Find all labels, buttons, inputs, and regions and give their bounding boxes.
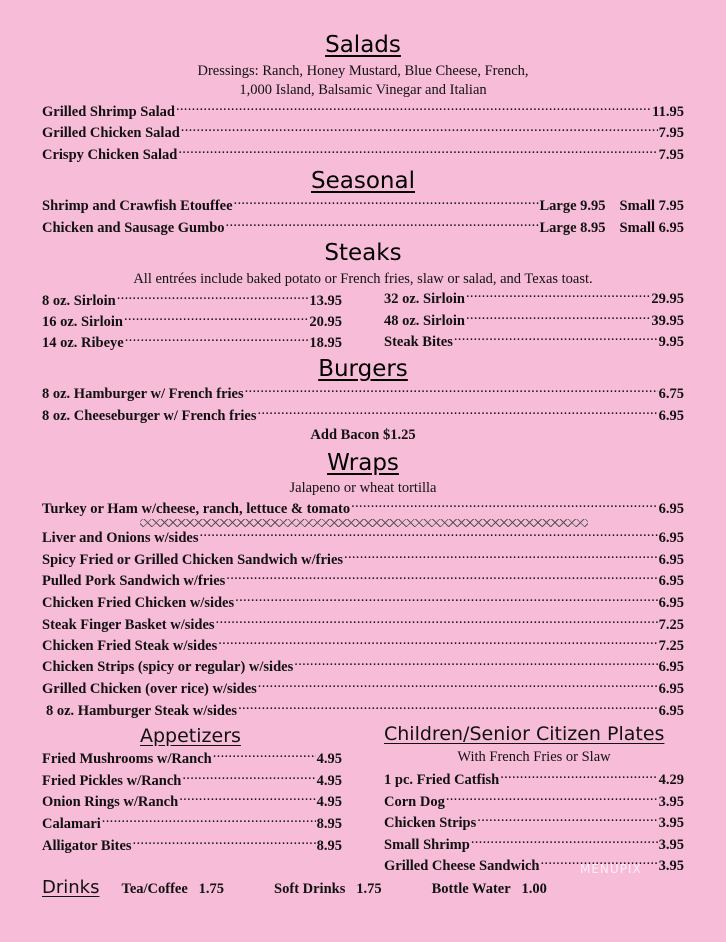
drink-label: Tea/Coffee bbox=[121, 881, 188, 897]
item-name: 32 oz. Sirloin bbox=[384, 291, 465, 307]
item-price: 11.95 bbox=[652, 104, 684, 120]
item-name: Chicken Strips bbox=[384, 815, 477, 831]
item-name: Steak Bites bbox=[384, 334, 453, 350]
watermark: MENUPIX bbox=[580, 862, 642, 876]
menu-item bbox=[42, 571, 684, 591]
item-price: 7.95 bbox=[658, 147, 684, 163]
item-name: 8 oz. Hamburger Steak w/sides bbox=[46, 703, 238, 719]
item-name: 8 oz. Cheeseburger w/ French fries bbox=[42, 408, 257, 424]
item-price: 7.25 bbox=[658, 638, 684, 654]
drink-price: 1.75 bbox=[356, 881, 382, 897]
item-price: 3.95 bbox=[658, 837, 684, 853]
wraps-heading: Wraps bbox=[327, 450, 399, 476]
item-name: Calamari bbox=[42, 816, 101, 832]
menu-item bbox=[42, 749, 342, 769]
item-price: 3.95 bbox=[658, 794, 684, 810]
menu-item bbox=[42, 312, 342, 332]
item-price: 4.95 bbox=[316, 794, 342, 810]
menu-item bbox=[42, 528, 684, 548]
salads-heading: Salads bbox=[325, 32, 401, 58]
item-name: Fried Pickles w/Ranch bbox=[42, 773, 182, 789]
item-name: 1 pc. Fried Catfish bbox=[384, 772, 500, 788]
item-name: Shrimp and Crawfish Etouffee bbox=[42, 198, 233, 214]
salads-dressings-note-2: 1,000 Island, Balsamic Vinegar and Italian bbox=[239, 82, 487, 98]
item-price-large: Large 9.95 bbox=[539, 198, 606, 214]
drink-price: 1.00 bbox=[521, 881, 547, 897]
item-price: 3.95 bbox=[658, 815, 684, 831]
menu-item bbox=[384, 835, 684, 855]
item-price: 7.95 bbox=[658, 125, 684, 141]
menu-item bbox=[42, 196, 684, 216]
drink-item bbox=[121, 881, 224, 898]
item-price: 4.95 bbox=[316, 751, 342, 767]
menu-item bbox=[42, 771, 342, 791]
drink-label: Bottle Water bbox=[431, 881, 511, 897]
menu-item bbox=[384, 792, 684, 812]
item-name: Liver and Onions w/sides bbox=[42, 530, 199, 546]
item-price: 6.95 bbox=[658, 703, 684, 719]
menu-item bbox=[42, 291, 342, 311]
item-price: 6.75 bbox=[658, 386, 684, 402]
item-name: Turkey or Ham w/cheese, ranch, lettuce & tomato bbox=[42, 501, 351, 517]
item-price: 29.95 bbox=[651, 291, 684, 307]
item-name: 48 oz. Sirloin bbox=[384, 313, 465, 329]
menu-item bbox=[384, 770, 684, 790]
item-name: Corn Dog bbox=[384, 794, 445, 810]
salads-dressings-note-1: Dressings: Ranch, Honey Mustard, Blue Cheese, French, bbox=[197, 63, 529, 79]
item-price: 20.95 bbox=[309, 314, 342, 330]
drink-item bbox=[432, 881, 547, 898]
menu-item bbox=[42, 593, 684, 613]
item-name: 14 oz. Ribeye bbox=[42, 335, 124, 351]
item-name: Steak Finger Basket w/sides bbox=[42, 617, 215, 633]
item-name: 16 oz. Sirloin bbox=[42, 314, 123, 330]
menu-item bbox=[46, 701, 684, 721]
item-name: Fried Mushrooms w/Ranch bbox=[42, 751, 212, 767]
item-price: 8.95 bbox=[316, 816, 342, 832]
menu-item bbox=[42, 218, 684, 238]
item-name: Grilled Cheese Sandwich bbox=[384, 858, 540, 874]
item-price: 6.95 bbox=[658, 530, 684, 546]
item-price: 7.25 bbox=[658, 617, 684, 633]
item-price-large: Large 8.95 bbox=[539, 220, 606, 236]
drink-label: Soft Drinks bbox=[274, 881, 346, 897]
item-price: 6.95 bbox=[658, 681, 684, 697]
menu-item bbox=[42, 499, 684, 519]
item-price: 3.95 bbox=[658, 858, 684, 874]
drink-item bbox=[274, 881, 382, 898]
menu-item bbox=[42, 406, 684, 426]
item-price: 13.95 bbox=[309, 293, 342, 309]
drinks-heading: Drinks bbox=[42, 877, 100, 898]
menu-item bbox=[42, 836, 342, 856]
appetizers-heading: Appetizers bbox=[140, 725, 241, 747]
menu-item bbox=[42, 615, 684, 635]
item-name: Crispy Chicken Salad bbox=[42, 147, 178, 163]
steaks-heading: Steaks bbox=[324, 240, 402, 266]
item-name: Chicken and Sausage Gumbo bbox=[42, 220, 225, 236]
menu-item bbox=[42, 636, 684, 656]
menu-item bbox=[42, 679, 684, 699]
item-price: 4.29 bbox=[658, 772, 684, 788]
menu-item bbox=[384, 813, 684, 833]
item-name: Alligator Bites bbox=[42, 838, 132, 854]
drink-price: 1.75 bbox=[198, 881, 225, 897]
children-heading: Children/Senior Citizen Plates bbox=[384, 723, 665, 745]
item-price-small: Small 6.95 bbox=[619, 220, 684, 236]
menu-item bbox=[42, 657, 684, 677]
item-price: 4.95 bbox=[316, 773, 342, 789]
item-name: Grilled Shrimp Salad bbox=[42, 104, 175, 120]
item-name: Grilled Chicken (over rice) w/sides bbox=[42, 681, 257, 697]
item-name: Chicken Strips (spicy or regular) w/sides bbox=[42, 659, 294, 675]
drinks-row bbox=[42, 877, 597, 898]
menu-item bbox=[384, 289, 684, 309]
item-name: Pulled Pork Sandwich w/fries bbox=[42, 573, 226, 589]
item-name: Chicken Fried Chicken w/sides bbox=[42, 595, 235, 611]
item-name: Onion Rings w/Ranch bbox=[42, 794, 179, 810]
item-price: 18.95 bbox=[309, 335, 342, 351]
menu-item bbox=[42, 814, 342, 834]
menu-item bbox=[42, 102, 684, 122]
burgers-addon: Add Bacon $1.25 bbox=[310, 427, 416, 443]
item-price: 39.95 bbox=[651, 313, 684, 329]
item-price-small: Small 7.95 bbox=[619, 198, 684, 214]
decorative-divider bbox=[140, 519, 588, 527]
item-price: 6.95 bbox=[658, 573, 684, 589]
menu-item bbox=[384, 332, 684, 352]
item-name: Small Shrimp bbox=[384, 837, 470, 853]
menu-item bbox=[42, 145, 684, 165]
item-price: 6.95 bbox=[658, 595, 684, 611]
menu-item bbox=[42, 384, 684, 404]
item-name: 8 oz. Hamburger w/ French fries bbox=[42, 386, 244, 402]
menu-item bbox=[42, 333, 342, 353]
steaks-note: All entrées include baked potato or French fries, slaw or salad, and Texas toast. bbox=[133, 271, 593, 287]
children-note: With French Fries or Slaw bbox=[457, 749, 611, 765]
menu-item bbox=[42, 792, 342, 812]
item-price: 6.95 bbox=[658, 408, 684, 424]
wraps-note: Jalapeno or wheat tortilla bbox=[289, 480, 437, 496]
seasonal-heading: Seasonal bbox=[311, 168, 415, 194]
item-price: 9.95 bbox=[658, 334, 684, 350]
item-price: 8.95 bbox=[316, 838, 342, 854]
item-price: 6.95 bbox=[658, 659, 684, 675]
menu-item bbox=[42, 123, 684, 143]
item-price: 6.95 bbox=[658, 552, 684, 568]
item-name: Grilled Chicken Salad bbox=[42, 125, 180, 141]
item-name: Chicken Fried Steak w/sides bbox=[42, 638, 218, 654]
item-name: 8 oz. Sirloin bbox=[42, 293, 116, 309]
item-name: Spicy Fried or Grilled Chicken Sandwich w/fries bbox=[42, 552, 344, 568]
item-price: 6.95 bbox=[658, 501, 684, 517]
menu-item bbox=[384, 311, 684, 331]
menu-item bbox=[42, 550, 684, 570]
burgers-heading: Burgers bbox=[318, 356, 408, 382]
